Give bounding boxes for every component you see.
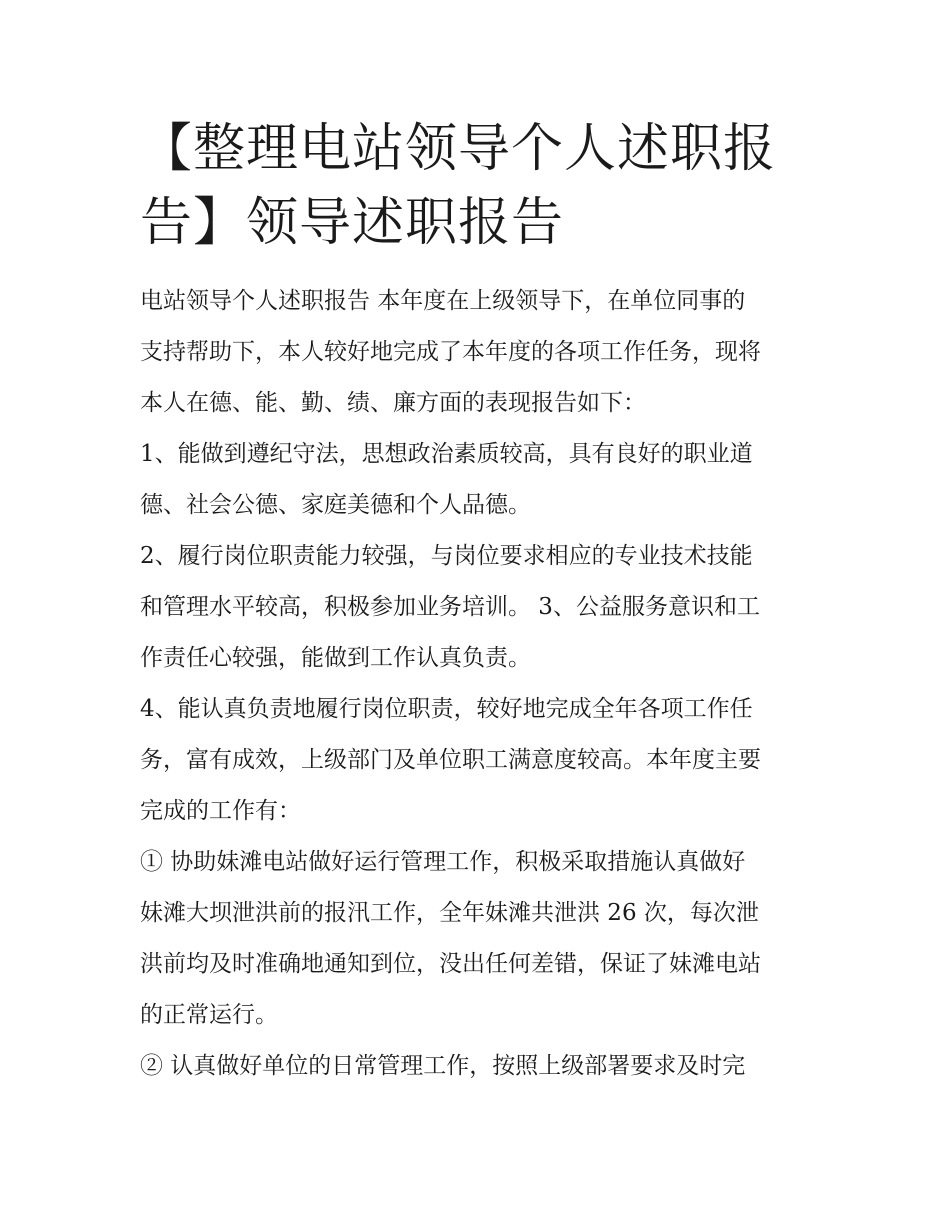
body-line: 1、能做到遵纪守法，思想政治素质较高，具有良好的职业道: [140, 441, 753, 467]
body-line: 2、履行岗位职责能力较强，与岗位要求相应的专业技术技能: [140, 543, 753, 569]
body-line: 务，富有成效，上级部门及单位职工满意度较高。本年度主要: [140, 747, 761, 773]
body-line: 和管理水平较高，积极参加业务培训。 3、公益服务意识和工: [140, 594, 760, 620]
body-line: ① 协助妹滩电站做好运行管理工作，积极采取措施认真做好: [140, 849, 746, 875]
body-line: 电站领导个人述职报告 本年度在上级领导下，在单位同事的: [140, 288, 746, 314]
document-body: [140, 276, 830, 1092]
document-title: [140, 112, 820, 260]
title-line-1: 【整理电站领导个人述职报: [140, 119, 777, 179]
body-line: 妹滩大坝泄洪前的报汛工作，全年妹滩共泄洪 26 次，每次泄: [140, 900, 759, 926]
body-line: 德、社会公德、家庭美德和个人品德。: [140, 492, 531, 518]
body-line: 本人在德、能、勤、绩、廉方面的表现报告如下：: [140, 390, 646, 416]
title-line-2: 告】领导述职报告: [140, 193, 565, 253]
body-line: 4、能认真负责地履行岗位职责，较好地完成全年各项工作任: [140, 696, 753, 722]
body-line: 洪前均及时准确地通知到位，没出任何差错，保证了妹滩电站: [140, 951, 761, 977]
body-line: 的正常运行。: [140, 1002, 278, 1028]
body-line: 作责任心较强，能做到工作认真负责。: [140, 645, 531, 671]
body-line: 完成的工作有：: [140, 798, 301, 824]
body-line: ② 认真做好单位的日常管理工作，按照上级部署要求及时完: [140, 1053, 746, 1079]
body-line: 支持帮助下，本人较好地完成了本年度的各项工作任务，现将: [140, 339, 761, 365]
